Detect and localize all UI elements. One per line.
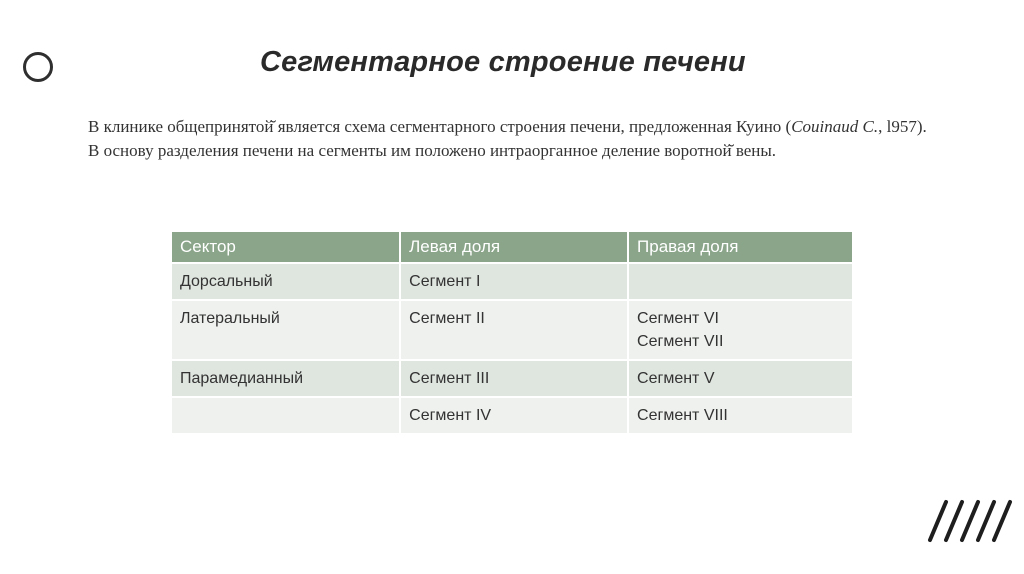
cell-right bbox=[628, 360, 853, 397]
header-left-lobe: Левая доля bbox=[400, 231, 628, 263]
cell-right bbox=[628, 300, 853, 360]
circle-icon bbox=[23, 52, 53, 82]
intro-paragraph bbox=[88, 115, 928, 163]
table-row bbox=[171, 300, 853, 360]
cell-right-line: Сегмент VI bbox=[637, 310, 719, 327]
header-sector: Сектор bbox=[171, 231, 400, 263]
cell-right-line: Сегмент VII bbox=[637, 333, 724, 350]
table-header-row bbox=[171, 231, 853, 263]
header-right-lobe: Правая доля bbox=[628, 231, 853, 263]
cell-left: Сегмент IV bbox=[400, 397, 628, 434]
cell-right-line: Сегмент VIII bbox=[637, 407, 728, 424]
cell-left: Сегмент III bbox=[400, 360, 628, 397]
cell-sector: Латеральный bbox=[171, 300, 400, 360]
cell-sector bbox=[171, 397, 400, 434]
table-row bbox=[171, 263, 853, 300]
page-title: Сегментарное строение печени bbox=[260, 46, 746, 78]
intro-text-part1: В клинике общепринятой̆ является схема сегментарного строения печени, предложенная Куино ( bbox=[88, 117, 792, 136]
cell-sector: Парамедианный bbox=[171, 360, 400, 397]
cell-left: Сегмент II bbox=[400, 300, 628, 360]
cell-sector: Дорсальный bbox=[171, 263, 400, 300]
cell-left: Сегмент I bbox=[400, 263, 628, 300]
table-row bbox=[171, 360, 853, 397]
cell-right-line: Сегмент V bbox=[637, 370, 715, 387]
diagonal-stripes-icon bbox=[924, 498, 1020, 544]
segments-table bbox=[170, 230, 854, 435]
table-row bbox=[171, 397, 853, 434]
intro-text-part2: , l957). В основу разделения печени на сегменты им положено интраорганное деление воротной̆ вены. bbox=[88, 117, 927, 160]
cell-right bbox=[628, 263, 853, 300]
cell-right bbox=[628, 397, 853, 434]
intro-citation-author: Couinaud C. bbox=[791, 117, 879, 136]
